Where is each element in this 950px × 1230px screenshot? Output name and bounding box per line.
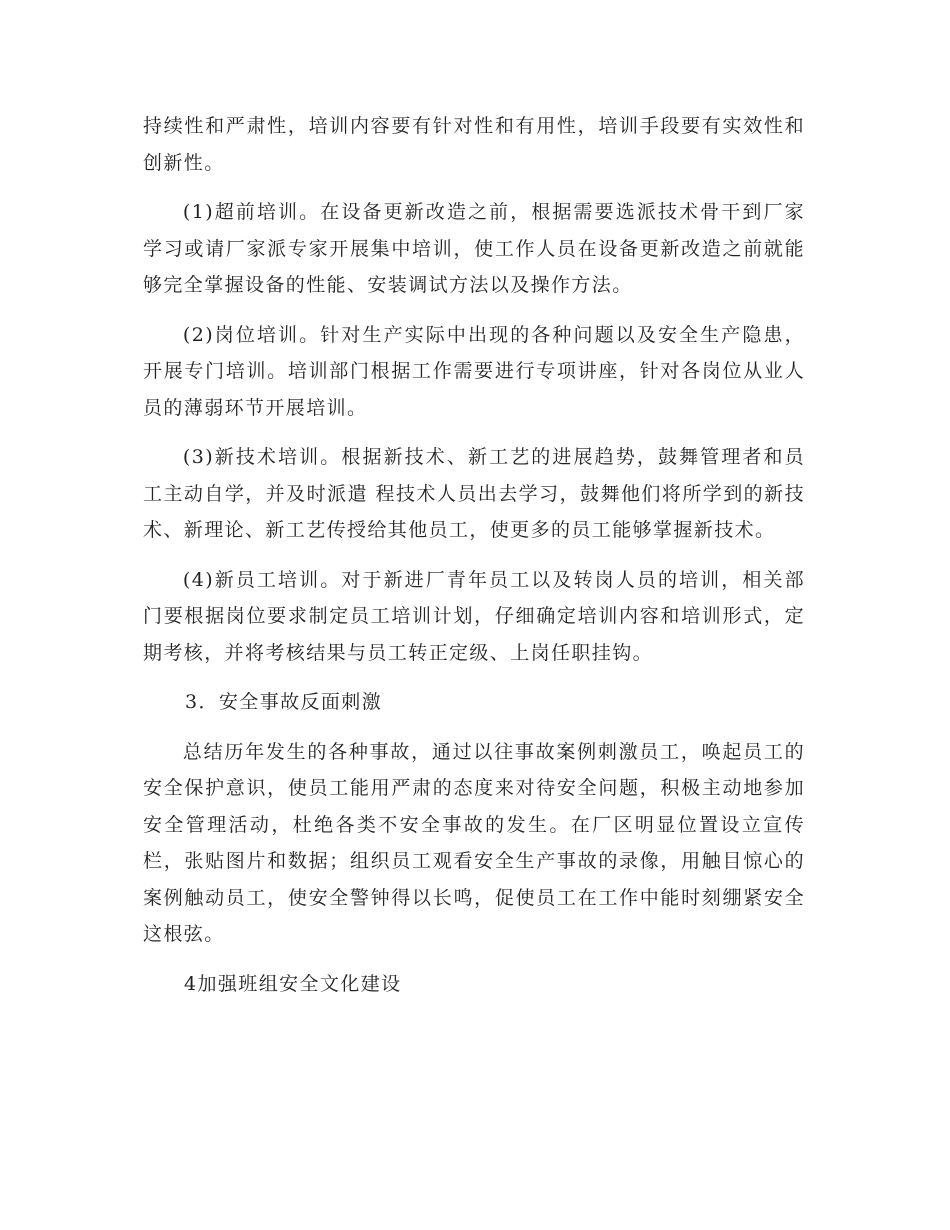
paragraph-accident-warning: 总结历年发生的各种事故，通过以往事故案例刺激员工，唤起员工的安全保护意识，使员工能用严肃的态度来对待安全问题，积极主动地参加安全管理活动，杜绝各类不安全事故的发生。在厂区明显位置设立宣传栏，张贴图片和数据；组织员工观看安全生产事故的录像，用触目惊心的案例触动员工，使安全警钟得以长鸣，促使员工在工作中能时刻绷紧安全这根弦。 [143, 740, 805, 945]
paragraph-post-training: (2)岗位培训。针对生产实际中出现的各种问题以及安全生产隐患，开展专门培训。培训部门根据工作需要进行专项讲座，针对各岗位从业人员的薄弱环节开展培训。 [143, 323, 805, 419]
section-heading-4: 4加强班组安全文化建设 [184, 972, 402, 995]
paragraph-continuation: 持续性和严肃性，培训内容要有针对性和有用性，培训手段要有实效性和创新性。 [143, 115, 805, 174]
paragraph-advance-training: (1)超前培训。在设备更新改造之前，根据需要选派技术骨干到厂家学习或请厂家派专家开展集中培训，使工作人员在设备更新改造之前就能够完全掌握设备的性能、安装调试方法以及操作方法。 [143, 201, 805, 296]
section-heading-3: 3．安全事故反面刺激 [185, 691, 383, 713]
paragraph-new-tech-training: (3)新技术培训。根据新技术、新工艺的进展趋势，鼓舞管理者和员工主动自学，并及时派遣 程技术人员出去学习，鼓舞他们将所学到的新技术、新理论、新工艺传授给其他员工，使更多的员工能够掌握新技术。 [143, 446, 805, 541]
paragraph-new-staff-training: (4)新员工培训。对于新进厂青年员工以及转岗人员的培训，相关部门要根据岗位要求制定员工培训计划，仔细确定培训内容和培训形式，定期考核，并将考核结果与员工转正定级、上岗任职挂钩。 [143, 568, 805, 664]
document-body [143, 108, 805, 1015]
